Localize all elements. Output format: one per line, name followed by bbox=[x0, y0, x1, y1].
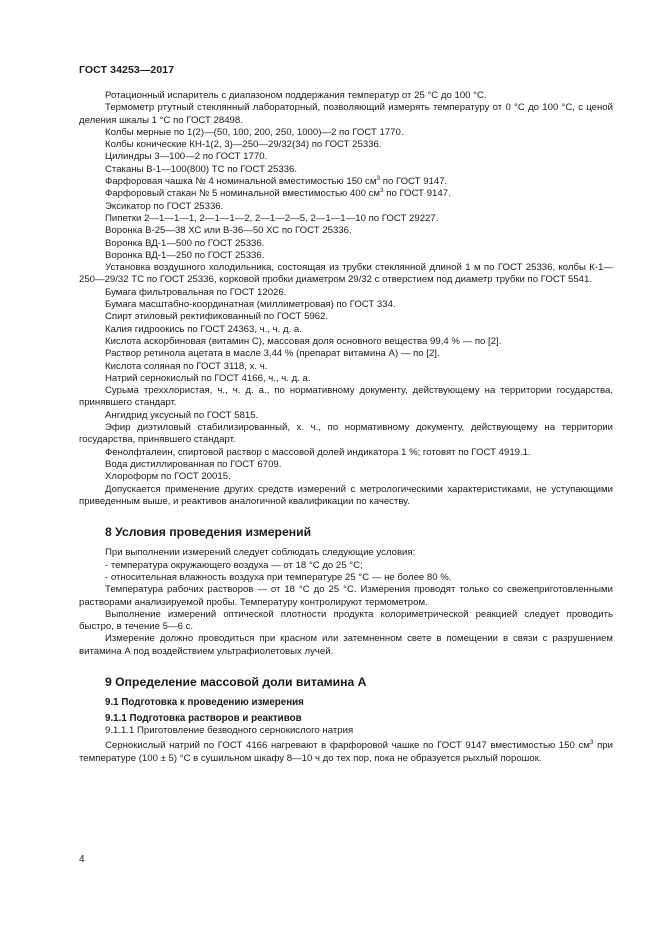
reagent-item: Эфир диэтиловый стабилизированный, х. ч., по нормативному документу, действующему на территории государства, принявшего стандарт. bbox=[79, 422, 613, 446]
reagent-item: Вода дистиллированная по ГОСТ 6709. bbox=[105, 458, 282, 470]
page-number: 4 bbox=[79, 854, 85, 865]
document-code-header: ГОСТ 34253—2017 bbox=[79, 64, 175, 76]
reagent-item: Раствор ретинола ацетата в масле 3,44 % (препарат витамина А) — по [2]. bbox=[105, 348, 440, 360]
porcelain-cup-item: Фарфоровая чашка № 4 номинальной вместимостью 150 $см^3$ по ГОСТ 9147. bbox=[105, 174, 448, 188]
substitution-note: Допускается применение других средств измерений с метрологическими характеристиками, не уступающими приведенным выше, и реактивов аналогичной квалификации по качеству. bbox=[79, 483, 613, 507]
equipment-item: Воронка В-25—38 ХС или В-36—50 ХС по ГОСТ 25336. bbox=[105, 225, 352, 237]
equipment-item: Воронка ВД-1—500 по ГОСТ 25336. bbox=[105, 237, 265, 249]
reagent-item: Калия гидроокись по ГОСТ 24363, ч., ч. д. а. bbox=[105, 323, 302, 335]
section-8-paragraph: Измерение должно проводиться при красном или затемненном свете в помещении в связи с разрушением витамина А под воздействием ультрафиолетовых лучей. bbox=[79, 633, 613, 657]
equipment-item: Эксикатор по ГОСТ 25336. bbox=[105, 200, 224, 212]
reagent-item: Бумага масштабно-координатная (миллиметровая) по ГОСТ 334. bbox=[105, 299, 396, 311]
equipment-item: Воронка ВД-1—250 по ГОСТ 25336. bbox=[105, 249, 265, 261]
equipment-item: Колбы мерные по 1(2)—(50, 100, 200, 250, 1000)—2 по ГОСТ 1770. bbox=[105, 126, 404, 138]
porcelain-glass-item: Фарфоровый стакан № 5 номинальной вместимостью 400 $см^3$ по ГОСТ 9147. bbox=[105, 187, 451, 200]
section-9-heading: 9 Определение массовой доли витамина А bbox=[105, 675, 367, 690]
reagent-item: Кислота соляная по ГОСТ 3118, х. ч. bbox=[105, 360, 268, 372]
reagent-item: Сурьма треххлористая, ч., ч. д. а., по нормативному документу, действующему на территории государства, принявшего стандарт. bbox=[79, 385, 613, 409]
subsection-9-1-1-heading: 9.1.1 Подготовка растворов и реактивов bbox=[105, 712, 302, 724]
page-content bbox=[79, 90, 613, 765]
section-8-paragraph: - температура окружающего воздуха — от 18 °С до 25 °С; bbox=[105, 559, 363, 571]
item-9-1-1-1-heading: 9.1.1.1 Приготовление безводного сернокислого натрия bbox=[105, 724, 354, 736]
section-8-paragraph: При выполнении измерений следует соблюдать следующие условия: bbox=[105, 547, 416, 559]
sodium-sulfate-paragraph: Сернокислый натрий по ГОСТ 4166 нагревают в фарфоровой чашке по ГОСТ 9147 вместимостью 150 $см^3$ при температуре (100 ± 5) °С в сушильном шкафу 8—10 ч до тех пор, пока не образуется рыхлый порошок. bbox=[79, 739, 614, 764]
equipment-item: Цилиндры 3—100—2 по ГОСТ 1770. bbox=[105, 151, 268, 163]
reagent-item: Фенолфталеин, спиртовой раствор с массовой долей индикатора 1 %; готовят по ГОСТ 4919.1. bbox=[105, 446, 531, 458]
equipment-item: Ротационный испаритель с диапазоном поддержания температур от 25 °С до 100 °С. bbox=[105, 90, 487, 101]
subsection-9-1-heading: 9.1 Подготовка к проведению измерения bbox=[105, 697, 304, 709]
equipment-item: Термометр ртутный стеклянный лабораторный, позволяющий измерять температуру от 0 °С до 100 °С, с ценой деления шкалы 1 °С по ГОСТ 28498. bbox=[79, 102, 613, 126]
reagent-item: Бумага фильтровальная по ГОСТ 12026. bbox=[105, 286, 287, 298]
reagent-item: Спирт этиловый ректификованный по ГОСТ 5962. bbox=[105, 311, 329, 323]
section-8-heading: 8 Условия проведения измерений bbox=[105, 525, 312, 540]
section-8-paragraph: Температура рабочих растворов — от 18 °С до 25 °С. Измерения проводят только со свежеприготовленными растворами анализируемой пробы. Температуру контролируют термометром. bbox=[79, 584, 613, 608]
reagent-item: Хлороформ по ГОСТ 20015. bbox=[105, 471, 231, 483]
equipment-item: Стаканы В-1—100(800) ТС по ГОСТ 25336. bbox=[105, 163, 297, 175]
section-8-paragraph: Выполнение измерений оптической плотности продукта колориметрической реакцией следует проводить быстро, в течение 5—6 с. bbox=[79, 608, 613, 633]
section-8-paragraph: - относительная влажность воздуха при температуре 25 °С — не более 80 %. bbox=[105, 571, 452, 583]
reagent-item: Ангидрид уксусный по ГОСТ 5815. bbox=[105, 409, 259, 421]
equipment-item: Колбы конические КН-1(2, 3)—250—29/32(34) по ГОСТ 25336. bbox=[105, 139, 382, 151]
equipment-item: Установка воздушного холодильника, состоящая из трубки стеклянной длиной 1 м по ГОСТ 25336, колбы К-1—250—29/32 ТС по ГОСТ 25336, корковой пробки диаметром 29/32 с отверстием под диаметр трубки по ГОСТ 5541. bbox=[79, 262, 613, 286]
reagent-item: Натрий сернокислый по ГОСТ 4166, ч., ч. д. а. bbox=[105, 372, 311, 384]
equipment-item: Пипетки 2—1—1—1, 2—1—1—2, 2—1—2—5, 2—1—1—10 по ГОСТ 29227. bbox=[105, 212, 439, 224]
reagent-item: Кислота аскорбиновая (витамин С), массовая доля основного вещества 99,4 % — по [2]. bbox=[105, 335, 502, 347]
